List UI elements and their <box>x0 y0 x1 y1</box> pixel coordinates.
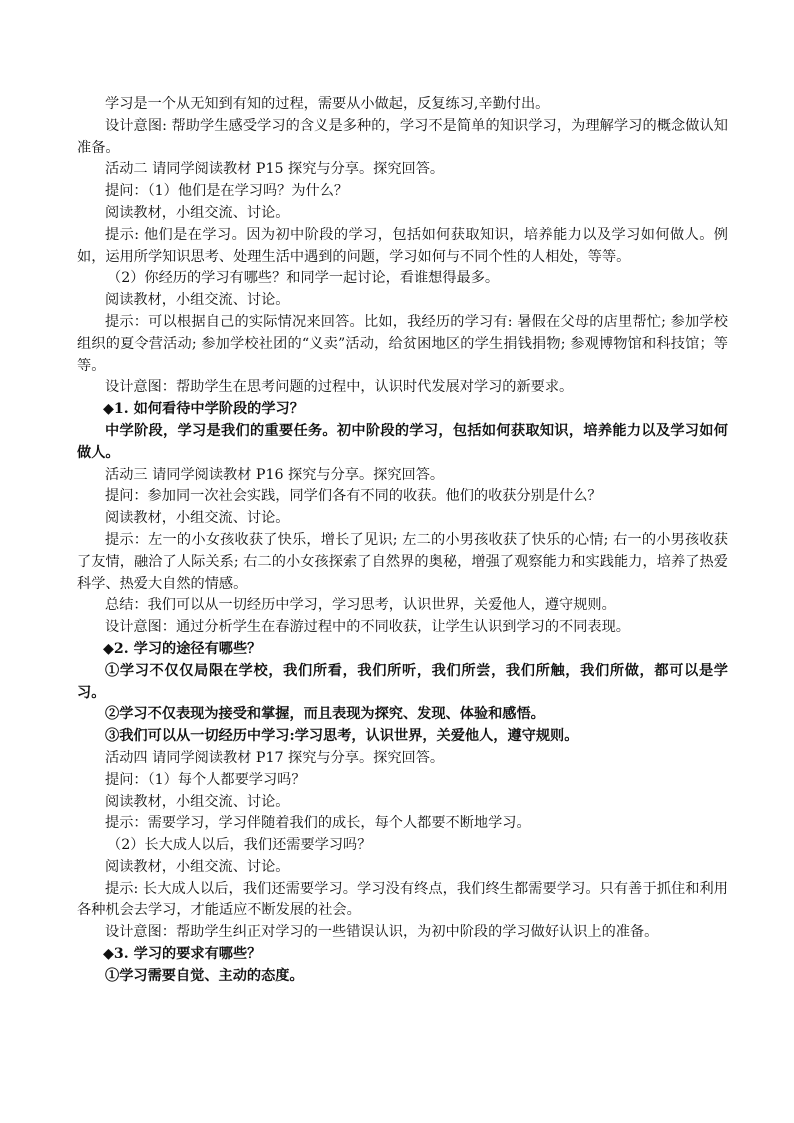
paragraph-activity-3: 活动三 请同学阅读教材 P16 探究与分享。探究回答。 <box>105 466 445 483</box>
paragraph-read-discuss: 阅读教材，小组交流、讨论。 <box>105 292 290 309</box>
paragraph-question-1: 提问：（1）他们是在学习吗？为什么？ <box>105 183 349 200</box>
paragraph-design-intent-2: 设计意图：帮助学生在思考问题的过程中，认识时代发展对学习的新要求。 <box>105 379 574 396</box>
paragraph-design-intent-4: 设计意图：帮助学生纠正对学习的一些错误认识，为初中阶段的学习做好认识上的准备。 <box>105 924 659 941</box>
paragraph-activity-4: 活动四 请同学阅读教材 P17 探究与分享。探究回答。 <box>105 749 445 766</box>
paragraph-summary: 总结：我们可以从一切经历中学习，学习思考，认识世界，关爱他人，遵守规则。 <box>105 597 616 614</box>
paragraph-read-discuss: 阅读教材，小组交流、讨论。 <box>105 858 290 875</box>
heading-point-2: ◆2. 学习的途径有哪些？ <box>103 640 262 657</box>
paragraph-hint-2: 提示：可以根据自己的实际情况来回答。比如，我经历的学习有: 暑假在父母的店里帮忙; 参加学校组织的夏令营活动; 参加学校社团的“义卖”活动，给贫困地区的学生捐钱捐物; 参观博物馆和科技馆；等等。 <box>77 313 728 374</box>
paragraph-hint-3: 提示：左一的小女孩收获了快乐，增长了见识; 左二的小男孩收获了快乐的心情; 右一的小男孩收获了友情，融洽了人际关系; 右二的小女孩探索了自然界的奥秘，增强了观察能力和实践能力，培养了热爱科学、热爱大自然的情感。 <box>77 531 728 592</box>
paragraph-key-point-2a: ①学习不仅仅局限在学校，我们所看，我们所听，我们所尝，我们所触，我们所做，都可以是学习。 <box>77 662 728 701</box>
paragraph-hint-5: 提示: 长大成人以后，我们还需要学习。学习没有终点，我们终生都需要学习。只有善于抓住和利用各种机会去学习，才能适应不断发展的社会。 <box>77 880 728 919</box>
paragraph-intro: 学习是一个从无知到有知的过程，需要从小做起，反复练习,辛勤付出。 <box>105 96 550 112</box>
paragraph-read-discuss: 阅读教材，小组交流、讨论。 <box>105 510 290 527</box>
paragraph-read-discuss: 阅读教材，小组交流、讨论。 <box>105 793 290 810</box>
paragraph-design-intent-1: 设计意图: 帮助学生感受学习的含义是多种的，学习不是简单的知识学习，为理解学习的概念做认知准备。 <box>77 117 728 156</box>
paragraph-question-5: （2）长大成人以后，我们还需要学习吗？ <box>107 837 372 854</box>
paragraph-question-3: 提问：参加同一次社会实践，同学们各有不同的收获。他们的收获分别是什么？ <box>105 488 602 505</box>
paragraph-hint-1: 提示: 他们是在学习。因为初中阶段的学习，包括如何获取知识，培养能力以及学习如何做人。例如，运用所学知识思考、处理生活中遇到的问题，学习如何与不同个性的人相处，等等。 <box>77 226 728 265</box>
paragraph-hint-4: 提示：需要学习，学习伴随着我们的成长，每个人都要不断地学习。 <box>105 815 531 832</box>
paragraph-read-discuss: 阅读教材，小组交流、讨论。 <box>105 204 290 221</box>
paragraph-key-point-2c: ③我们可以从一切经历中学习:学习思考，认识世界，关爱他人，遵守规则。 <box>105 728 579 745</box>
paragraph-key-point-2b: ②学习不仅表现为接受和掌握，而且表现为探究、发现、体验和感悟。 <box>105 706 545 723</box>
paragraph-key-point-3a: ①学习需要自觉、主动的态度。 <box>105 967 304 984</box>
paragraph-key-point-1: 中学阶段，学习是我们的重要任务。初中阶段的学习，包括如何获取知识，培养能力以及学习如何做人。 <box>77 422 728 461</box>
paragraph-question-4: 提问：（1）每个人都要学习吗？ <box>105 771 306 788</box>
paragraph-question-2: （2）你经历的学习有哪些？和同学一起讨论，看谁想得最多。 <box>107 270 500 287</box>
paragraph-design-intent-3: 设计意图：通过分析学生在春游过程中的不同收获，让学生认识到学习的不同表现。 <box>105 619 630 636</box>
heading-point-1: ◆1. 如何看待中学阶段的学习？ <box>103 401 304 418</box>
heading-point-3: ◆3. 学习的要求有哪些？ <box>103 946 262 963</box>
paragraph-activity-2: 活动二 请同学阅读教材 P15 探究与分享。探究回答。 <box>105 161 445 178</box>
